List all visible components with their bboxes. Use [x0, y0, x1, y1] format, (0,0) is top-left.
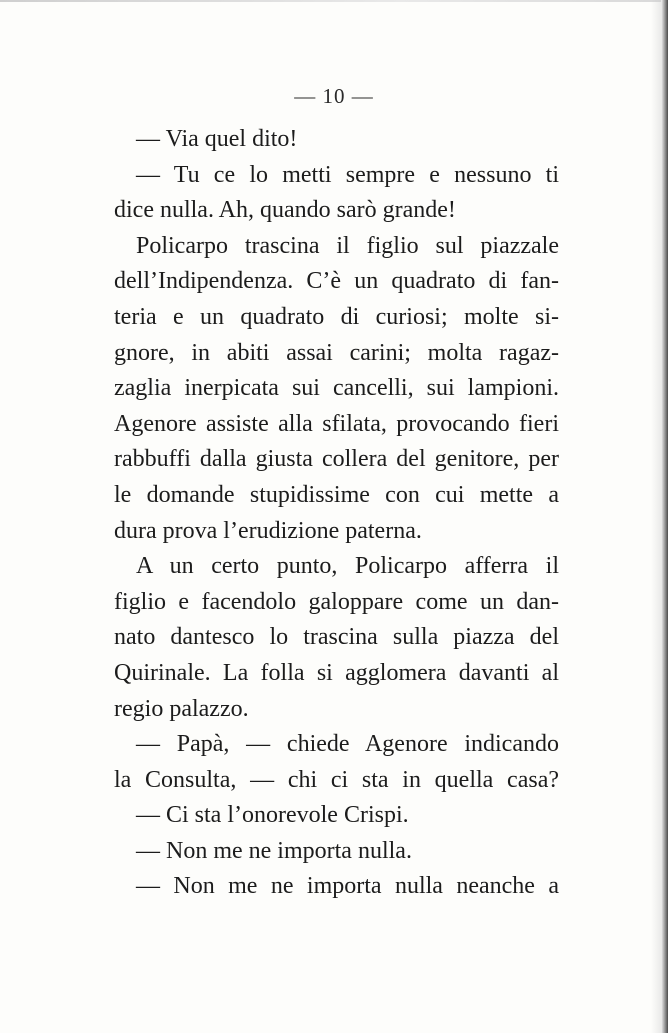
text-line: rabbuffi dalla giusta collera del genitore, per [114, 446, 559, 473]
text-line: — Non me ne importa nulla neanche a [136, 873, 559, 900]
page-gutter-shadow [651, 0, 661, 1033]
text-line: — Ci sta l’onorevole Crispi. [136, 802, 409, 829]
page-number: — 10 — [294, 84, 374, 108]
text-line: dice nulla. Ah, quando sarò grande! [114, 197, 456, 224]
text-line: gnore, in abiti assai carini; molta ragaz- [114, 339, 559, 366]
text-line: Agenore assiste alla sfilata, provocando fieri [114, 410, 559, 437]
text-line: teria e un quadrato di curiosi; molte si- [114, 303, 559, 330]
text-line: Quirinale. La folla si agglomera davanti al [114, 659, 559, 686]
text-line: — Non me ne importa nulla. [136, 837, 412, 864]
text-line: dura prova l’erudizione paterna. [114, 517, 422, 544]
page-right-edge [661, 0, 668, 1033]
text-line: regio palazzo. [114, 695, 249, 722]
text-line: — Tu ce lo metti sempre e nessuno ti [136, 161, 559, 188]
text-line: — Papà, — chiede Agenore indicando [136, 731, 559, 758]
text-line: A un certo punto, Policarpo afferra il [136, 553, 559, 580]
text-line: zaglia inerpicata sui cancelli, sui lampioni. [114, 375, 559, 402]
text-line: la Consulta, — chi ci sta in quella casa? [114, 766, 559, 793]
text-line: — Via quel dito! [136, 126, 298, 152]
text-line: dell’Indipendenza. C’è un quadrato di fan- [114, 268, 559, 295]
body-text [114, 122, 559, 905]
text-line: figlio e facendolo galoppare come un dan- [114, 588, 559, 615]
text-line: Policarpo trascina il figlio sul piazzale [136, 232, 559, 259]
page-top-edge [0, 0, 668, 2]
text-line: le domande stupidissime con cui mette a [114, 481, 559, 508]
text-line: nato dantesco lo trascina sulla piazza del [114, 624, 559, 651]
